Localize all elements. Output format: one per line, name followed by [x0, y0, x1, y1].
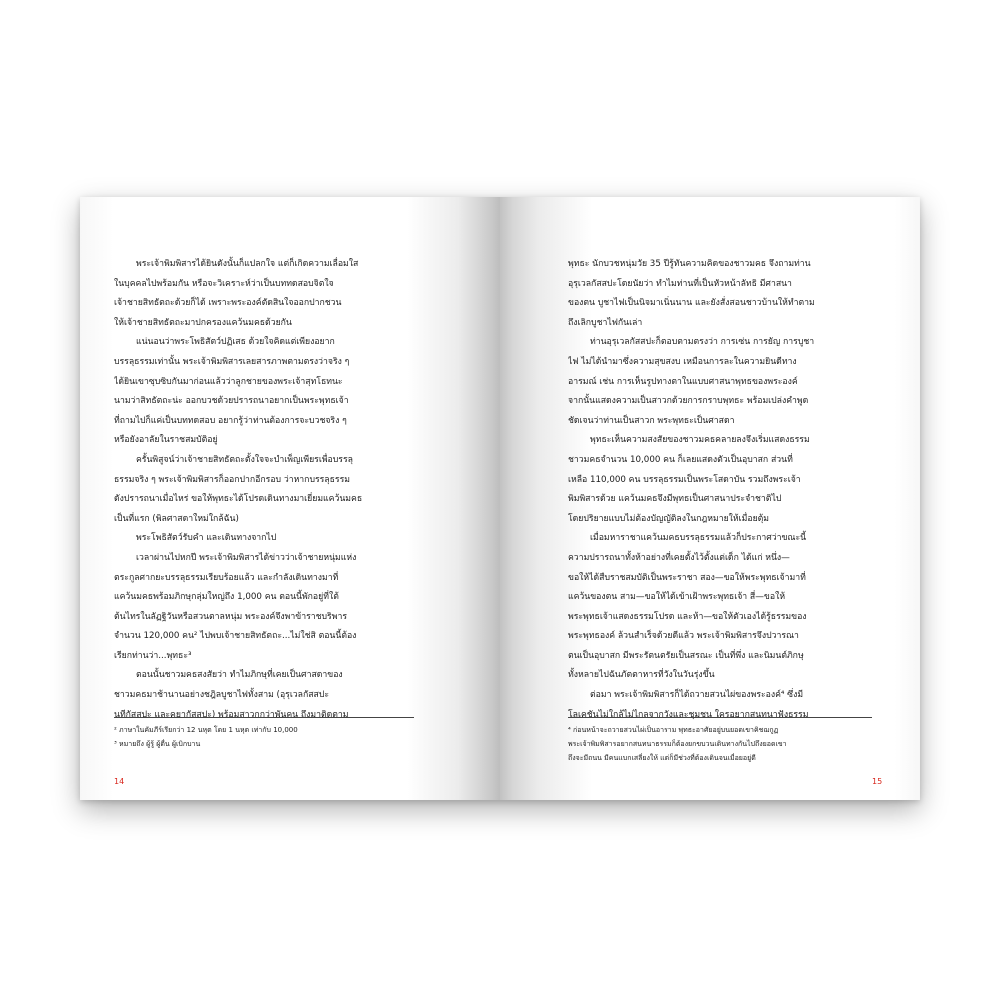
text-line: ของตน บูชาไฟเป็นนิจมาเนิ่นนาน และยังสั่งสอนชาวบ้านให้ทำตาม: [568, 298, 815, 309]
text-line: ต่อมา พระเจ้าพิมพิสารก็ได้ถวายสวนไผ่ของพระองค์⁴ ซึ่งมี: [590, 690, 804, 701]
text-line: จำนวน 120,000 คน² ไปพบเจ้าชายสิทธัตถะ...ไม่ใช่สิ ตอนนี้ต้อง: [114, 631, 357, 642]
footnote-line: ⁴ ก่อนหน้าจะถวายสวนไผ่เป็นอาราม พุทธะอาศัยอยู่บนยอดเขาคิชฌกูฏ: [568, 726, 779, 734]
text-line: ได้ยินเขาซุบซิบกันมาก่อนแล้วว่าลูกชายของพระเจ้าสุทโธทนะ: [114, 376, 343, 387]
text-line: นทีกัสสปะ และคยากัสสปะ) พร้อมสาวกกว่าพันคน ถึงมาติดตาม: [114, 709, 349, 720]
left-page: [80, 197, 500, 800]
text-line: ในบุคคลไปพร้อมกัน หรือจะวิเคราะห์ว่าเป็นบททดสอบจิตใจ: [114, 278, 334, 289]
footnote-rule: [568, 717, 872, 718]
text-line: ชาวมคธมาช้านานอย่างชฎิลบูชาไฟทั้งสาม (อุรุเวลกัสสปะ: [114, 690, 330, 701]
text-line: ให้เจ้าชายสิทธัตถะมาปกครองแคว้นมคธด้วยกัน: [114, 317, 292, 328]
text-line: ไฟ ไม่ได้นำมาซึ่งความสุขสงบ เหมือนการละในความยินดีทาง: [568, 356, 797, 367]
text-line: พระโพธิสัตว์รับคำ และเดินทางจากไป: [136, 533, 277, 544]
text-line: เรียกท่านว่า...พุทธะ³: [114, 650, 192, 661]
text-line: ที่ถามไปก็แค่เป็นบททดสอบ อยากรู้ว่าท่านต้องการจะบวชจริง ๆ: [114, 415, 347, 426]
text-line: พิมพิสารด้วย แคว้นมคธจึงมีพุทธเป็นศาสนาประจำชาติไป: [568, 494, 782, 505]
text-line: เป็นที่แรก (พิลศาสดาใหม่ใกล้ฉัน): [114, 513, 239, 524]
text-line: เจ้าชายสิทธัตถะด้วยก็ได้ เพราะพระองค์ตัดสินใจออกปากชวน: [114, 298, 342, 309]
text-line: เหลือ 110,000 คน บรรลุธรรมเป็นพระโสดาบัน รวมถึงพระเจ้า: [568, 474, 801, 485]
text-line: บรรลุธรรมเท่านั้น พระเจ้าพิมพิสารเลยสารภาพตามตรงว่าจริง ๆ: [114, 356, 350, 367]
right-body-text: [568, 255, 858, 725]
text-line: ตระกูลศากยะบรรลุธรรมเรียบร้อยแล้ว และกำลังเดินทางมาที่: [114, 572, 339, 583]
text-line: พระเจ้าพิมพิสารได้ยินดังนั้นก็แปลกใจ แต่ก็เกิดความเลื่อมใส: [136, 259, 359, 269]
text-line: เวลาผ่านไปหกปี พระเจ้าพิมพิสารได้ข่าวว่าเจ้าชายหนุ่มแห่ง: [136, 552, 357, 563]
text-line: ถึงเลิกบูชาไฟกันเล่า: [568, 317, 643, 328]
open-book: [80, 197, 920, 800]
left-body-text: [114, 255, 404, 725]
right-footnotes: [568, 723, 787, 765]
footnote-line: ² ภาษาในคัมภีร์เรียกว่า 12 นหุต โดย 1 นหุต เท่ากับ 10,000: [114, 726, 298, 734]
page-number: 14: [114, 777, 125, 786]
text-line: ดังปรารถนาเมื่อไหร่ ขอให้พุทธะได้โปรดเดินทางมาเยี่ยมแคว้นมคธ: [114, 494, 363, 505]
text-line: ชัดเจนว่าท่านเป็นสาวก พระพุทธะเป็นศาสดา: [568, 415, 735, 426]
text-line: ขอให้ได้สืบราชสมบัติเป็นพระราชา สอง—ขอให้พระพุทธเจ้ามาที่: [568, 572, 806, 583]
text-line: หรือยังอาลัยในราชสมบัติอยู่: [114, 435, 218, 446]
text-line: ธรรมจริง ๆ พระเจ้าพิมพิสารก็ออกปากอีกรอบ ว่าหากบรรลุธรรม: [114, 474, 350, 485]
text-line: พุทธะเห็นความสงสัยของชาวมคธคลายลงจึงเริ่มแสดงธรรม: [590, 435, 810, 446]
text-line: พระพุทธเจ้าแสดงธรรมโปรด และห้า—ขอให้ตัวเองได้รู้ธรรมของ: [568, 611, 807, 622]
text-line: ตอนนั้นชาวมคธสงสัยว่า ทำไมภิกษุที่เคยเป็นศาสดาของ: [136, 670, 343, 681]
text-line: อารมณ์ เช่น การเห็นรูปทางตาในแบบศาสนาพุทธของพระองค์: [568, 376, 798, 387]
text-line: ต้นไทรในลัฏฐิวันหรือสวนตาลหนุ่ม พระองค์จึงพาข้าราชบริพาร: [114, 611, 347, 622]
text-line: นามว่าสิทธัตถะน่ะ ออกบวชด้วยปรารถนาอยากเป็นพระพุทธเจ้า: [114, 396, 349, 407]
text-line: ตนเป็นอุบาสก มีพระรัตนตรัยเป็นสรณะ เป็นที่พึ่ง และนิมนต์ภิกษุ: [568, 650, 804, 661]
text-line: จากนั้นแสดงความเป็นสาวกด้วยการกราบพุทธะ พร้อมเปล่งคำพูด: [568, 396, 809, 407]
right-page: [500, 197, 920, 800]
footnote-rule: [114, 717, 414, 718]
footnote-line: พระเจ้าพิมพิสารอยากสนทนาธรรมก็ต้องยกขบวนเดินทางกันไปถึงยอดเขา: [568, 740, 787, 748]
page-number: 15: [872, 777, 883, 786]
footnote-line: ³ หมายถึง ผู้รู้ ผู้ตื่น ผู้เบิกบาน: [114, 740, 201, 748]
text-line: แน่นอนว่าพระโพธิสัตว์ปฏิเสธ ด้วยใจคิดแต่เพียงอยาก: [136, 337, 335, 348]
text-line: แคว้นมคธพร้อมภิกษุกลุ่มใหญ่ถึง 1,000 คน ตอนนี้พักอยู่ที่ใต้: [114, 592, 339, 603]
text-line: ชาวมคธจำนวน 10,000 คน ก็เลยแสดงตัวเป็นอุบาสก ส่วนที่: [568, 454, 793, 465]
text-line: แคว้นของตน สาม—ขอให้ได้เข้าเฝ้าพระพุทธเจ้า สี่—ขอให้: [568, 592, 786, 603]
text-line: ครั้นพิสูจน์ว่าเจ้าชายสิทธัตถะตั้งใจจะบำเพ็ญเพียรเพื่อบรรลุ: [136, 454, 353, 465]
left-footnotes: [114, 723, 298, 751]
text-line: โดยปริยายแบบไม่ต้องบัญญัติลงในกฎหมายให้เมื่อยตุ้ม: [568, 513, 770, 524]
text-line: พุทธะ นักบวชหนุ่มวัย 35 ปีรู้ทันความคิดของชาวมคธ จึงถามท่าน: [568, 259, 811, 269]
text-line: โลเคชันไม่ใกล้ไม่ไกลจากวังและชุมชน ใครอยากสนทนาฟังธรรม: [568, 709, 809, 720]
text-line: ความปรารถนาทั้งห้าอย่างที่เคยตั้งไว้ตั้งแต่เด็ก ได้แก่ หนึ่ง—: [568, 552, 790, 563]
text-line: อุรุเวลกัสสปะโดยนัยว่า ทำไมท่านที่เป็นหัวหน้าลัทธิ มีศาสนา: [568, 278, 792, 289]
text-line: พระพุทธองค์ ล้วนสำเร็จด้วยดีแล้ว พระเจ้าพิมพิสารจึงปวารณา: [568, 631, 799, 642]
text-line: เมื่อมหาราชาแคว้นมคธบรรลุธรรมแล้วก็ประกาศว่าขณะนี้: [590, 533, 807, 544]
text-line: ท่านอุรุเวลกัสสปะก็ตอบตามตรงว่า การเซ่น การยัญ การบูชา: [590, 337, 815, 348]
footnote-line: ถึงจะมีถนน มีคนแบกเสลี่ยงให้ แต่ก็มีช่วงที่ต้องเดินจนเมื่อยอยู่ดี: [568, 754, 756, 762]
text-line: ทั้งหลายไปฉันภัตตาหารที่วังในวันรุ่งขึ้น: [568, 670, 715, 681]
